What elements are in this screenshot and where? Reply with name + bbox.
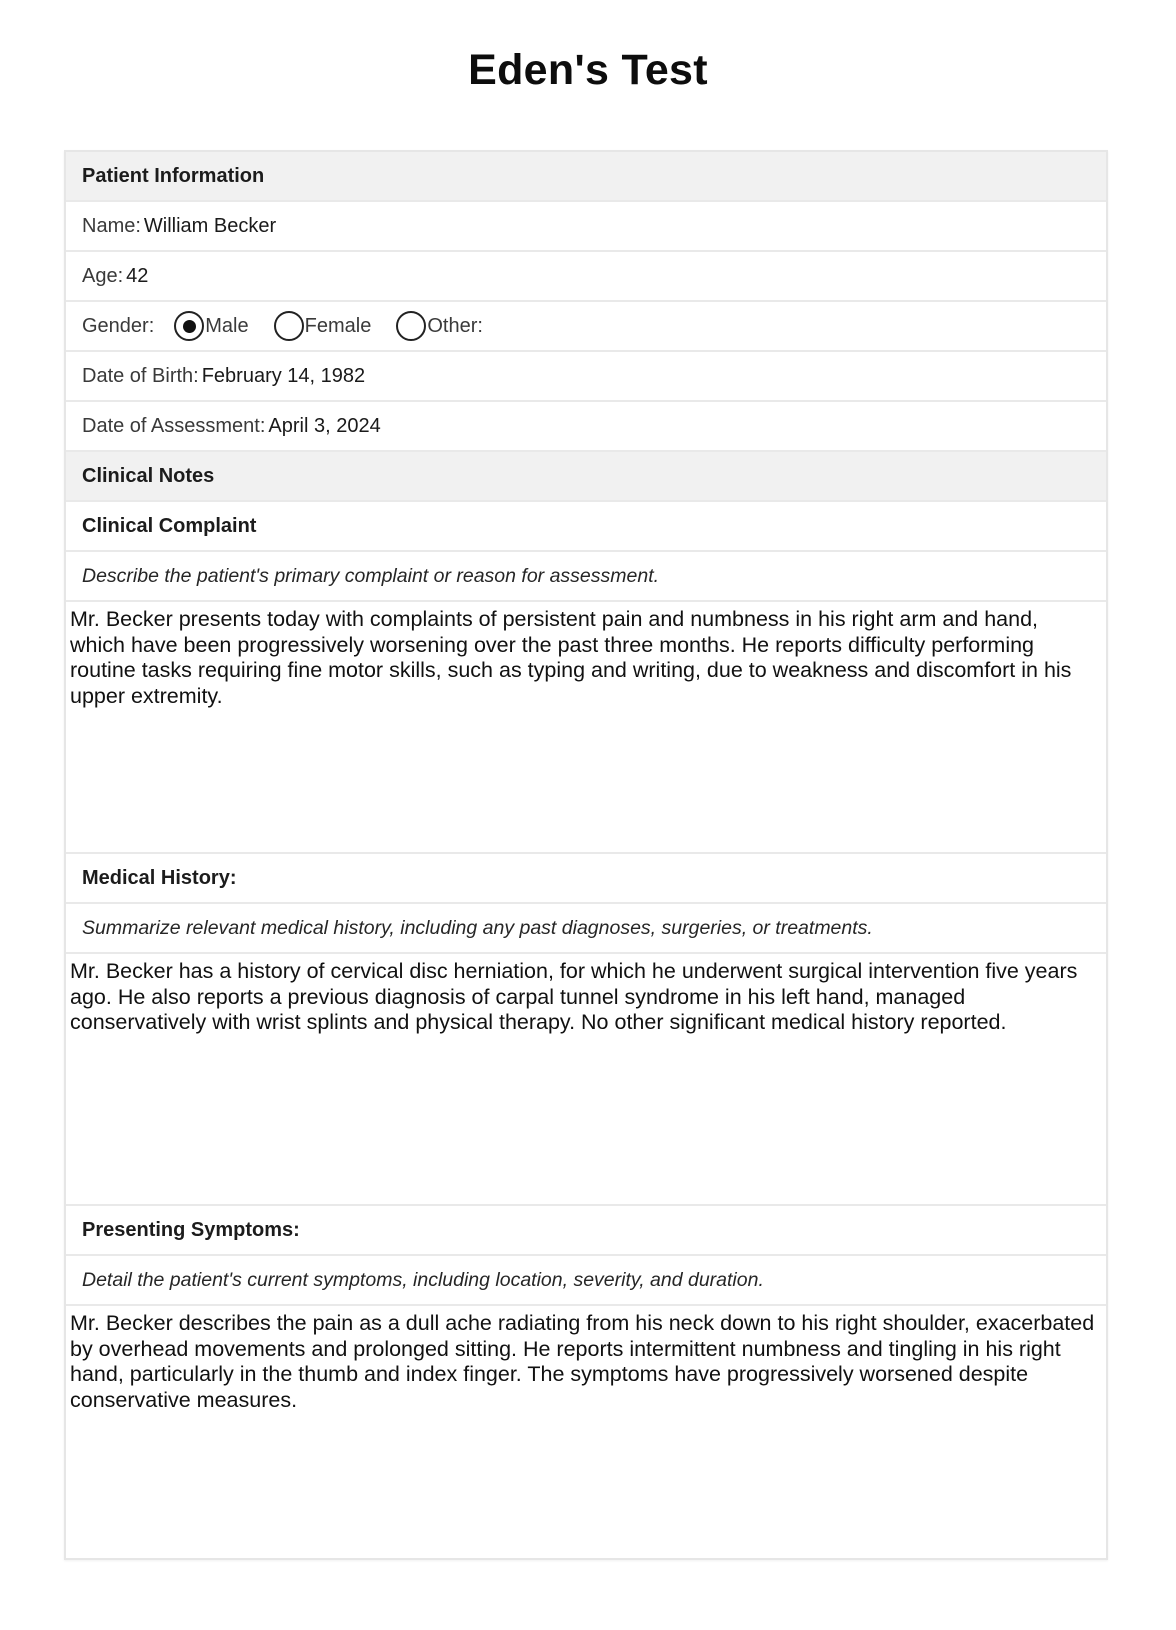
gender-option-label: Other:	[427, 314, 483, 337]
date-of-birth-label: Date of Birth:	[82, 364, 199, 387]
age-value[interactable]: 42	[126, 264, 149, 287]
medical-history-hint: Summarize relevant medical history, including any past diagnoses, surgeries, or treatments.	[66, 904, 1106, 954]
clinical-complaint-heading: Clinical Complaint	[66, 502, 1106, 552]
date-of-birth-value[interactable]: February 14, 1982	[201, 364, 366, 387]
gender-label: Gender:	[82, 314, 155, 337]
medical-history-heading: Medical History:	[66, 854, 1106, 904]
gender-option-female[interactable]	[274, 311, 372, 341]
gender-radio-group	[174, 311, 508, 341]
date-of-assessment-value[interactable]: April 3, 2024	[268, 414, 381, 437]
age-label: Age:	[82, 264, 124, 287]
date-of-birth-field[interactable]	[66, 352, 1106, 402]
gender-option-other[interactable]	[396, 311, 483, 341]
presenting-symptoms-hint: Detail the patient's current symptoms, including location, severity, and duration.	[66, 1256, 1106, 1306]
radio-unchecked-icon[interactable]	[274, 311, 304, 341]
radio-unchecked-icon[interactable]	[396, 311, 426, 341]
date-of-assessment-label: Date of Assessment:	[82, 414, 266, 437]
gender-option-label: Male	[205, 314, 249, 337]
presenting-symptoms-textarea[interactable]: Mr. Becker describes the pain as a dull ache radiating from his neck down to his right shoulder, exacerbated by overhead movements and prolonged sitting. He reports intermittent numbness and tingling in his right hand, particularly in the thumb and index finger. The symptoms have progressively worsened despite conservative measures.	[70, 1311, 1101, 1412]
age-field[interactable]	[66, 252, 1106, 302]
date-of-assessment-field[interactable]	[66, 402, 1106, 452]
gender-option-label: Female	[304, 314, 372, 337]
clinical-complaint-textarea[interactable]: Mr. Becker presents today with complaints of persistent pain and numbness in his right arm and hand, which have been progressively worsening over the past three months. He reports difficulty performing routine tasks requiring fine motor skills, such as typing and writing, due to weakness and discomfort in his upper extremity.	[66, 602, 1106, 854]
presenting-symptoms-heading: Presenting Symptoms:	[66, 1206, 1106, 1256]
name-label: Name:	[82, 214, 141, 237]
clinical-complaint-hint: Describe the patient's primary complaint or reason for assessment.	[66, 552, 1106, 602]
radio-dot-icon	[183, 320, 196, 333]
assessment-form	[64, 150, 1108, 1560]
page-title: Eden's Test	[468, 46, 708, 94]
name-value[interactable]: William Becker	[143, 214, 277, 237]
section-header-patient-information: Patient Information	[66, 152, 1106, 202]
gender-field	[66, 302, 1106, 352]
gender-option-male[interactable]	[174, 311, 248, 341]
name-field[interactable]	[66, 202, 1106, 252]
section-header-clinical-notes: Clinical Notes	[66, 452, 1106, 502]
radio-checked-icon[interactable]	[174, 311, 204, 341]
medical-history-textarea[interactable]: Mr. Becker has a history of cervical disc herniation, for which he underwent surgical intervention five years ago. He also reports a previous diagnosis of carpal tunnel syndrome in his left hand, managed conservatively with wrist splints and physical therapy. No other significant medical history reported.	[66, 954, 1106, 1206]
